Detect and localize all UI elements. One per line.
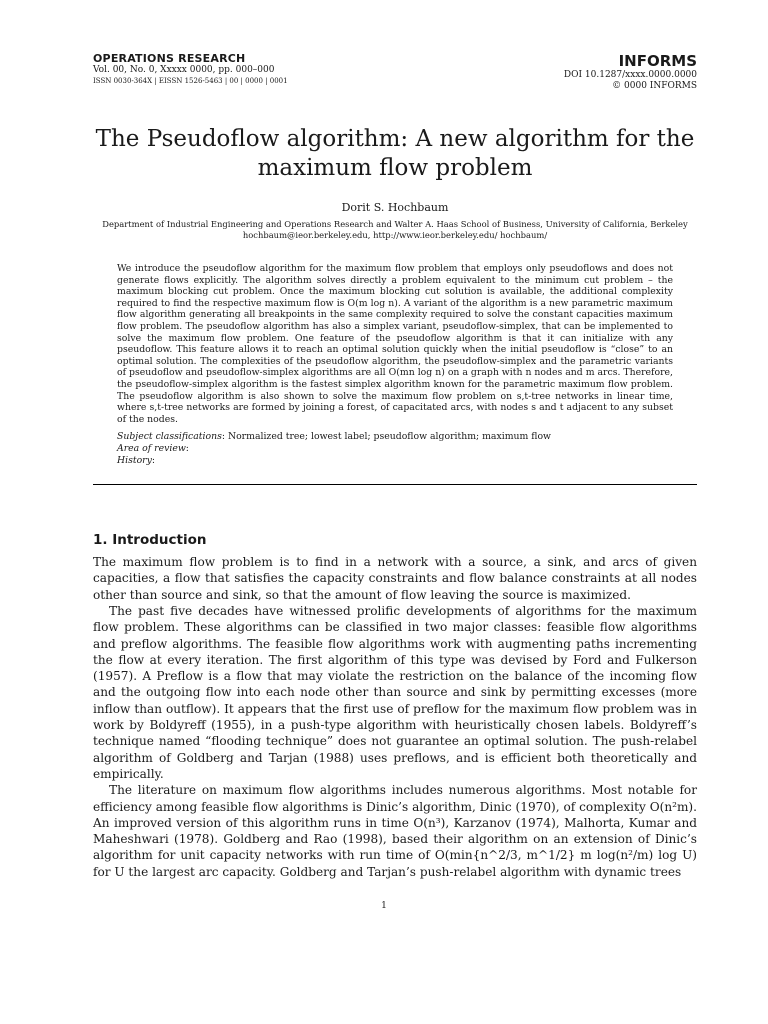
copyright-line: © 0000 INFORMS — [612, 81, 697, 91]
area-label: Area of review — [117, 442, 186, 454]
issn-line: ISSN 0030-364X | EISSN 1526-5463 | 00 | 0000 | 0001 — [93, 77, 288, 85]
page-number: 1 — [381, 901, 387, 911]
journal-header — [93, 52, 697, 102]
author-affiliation: Department of Industrial Engineering and Operations Research and Walter A. Haas School of Business, University of California, Berkeley hochbaum@ieor.berkeley.edu, http://www.ieor.berkeley.edu/ hochbaum/ — [102, 219, 688, 240]
history-label: History — [117, 454, 152, 466]
area-of-review: Area of review: — [117, 442, 189, 454]
journal-name: OPERATIONS RESEARCH — [93, 52, 246, 65]
abstract-divider — [93, 484, 697, 485]
subject-label: Subject classifications — [117, 431, 222, 443]
subject-classifications: Subject classifications: Normalized tree; lowest label; pseudoflow algorithm; maximum flow — [117, 431, 552, 443]
body-paragraph: The literature on maximum flow algorithms includes numerous algorithms. Most notable for efficiency among feasible flow algorithms is Dinic’s algorithm, Dinic (1970), of complexity O(n²m). An improved version of this algorithm runs in time O(n³), Karzanov (1974), Malhorta, Kumar and Maheshwari (1978). Goldberg and Rao (1998), based their algorithm on an extension of Dinic’s algorithm for unit capacity networks with run time of O(min{n^2/3, m^1/2} m log(n²/m) log U) for U the largest arc capacity. Goldberg and Tarjan’s push-relabel algorithm with dynamic trees — [93, 783, 697, 879]
classification-block — [117, 431, 673, 466]
abstract: We introduce the pseudoflow algorithm for the maximum flow problem that employs only pseudoflows and does not generate flows explicitly. The algorithm solves directly a problem equivalent to the minimum cut problem – the maximum blocking cut problem. Once the maximum blocking cut solution is available, the additional complexity required to find the respective maximum flow is O(m log n). A variant of the algorithm is a new parametric maximum flow algorithm generating all breakpoints in the same complexity required to solve the constant capacities maximum flow problem. The pseudoflow algorithm has also a simplex variant, pseudoflow-simplex, that can be implemented to solve the maximum flow problem. One feature of the pseudoflow algorithm is that it can initialize with any pseudoflow. This feature allows it to reach an optimal solution quickly when the initial pseudoflow is “close” to an optimal solution. The complexities of the pseudoflow algorithm, the pseudoflow-simplex and the parametric variants of pseudoflow and pseudoflow-simplex algorithms are all O(mn log n) on a graph with n nodes and m arcs. Therefore, the pseudoflow-simplex algorithm is the fastest simplex algorithm known for the parametric maximum flow problem. The pseudoflow algorithm is also shown to solve the maximum flow problem on s,t-tree networks in linear time, where s,t-tree networks are formed by joining a forest, of capacitated arcs, with nodes s and t adjacent to any subset of the nodes. — [117, 263, 673, 425]
publisher-brand: INFORMS — [618, 52, 697, 70]
doi-line: DOI 10.1287/xxxx.0000.0000 — [563, 70, 697, 80]
paper-title: The Pseudoflow algorithm: A new algorithm for the maximum flow problem — [95, 126, 695, 181]
section-heading: 1. Introduction — [93, 532, 207, 549]
history: History: — [117, 454, 156, 466]
body-paragraph: The maximum flow problem is to find in a network with a source, a sink, and arcs of given capacities, a flow that satisfies the capacity constraints and flow balance constraints at all nodes other than source and sink, so that the amount of flow leaving the source is maximized. — [93, 555, 697, 602]
volume-line: Vol. 00, No. 0, Xxxxx 0000, pp. 000–000 — [93, 65, 275, 75]
paper-page — [93, 52, 697, 880]
body-paragraph: The past five decades have witnessed prolific developments of algorithms for the maximum flow problem. These algorithms can be classified in two major classes: feasible flow algorithms and preflow algorithms. The feasible flow algorithms work with augmenting paths incrementing the flow at every iteration. The first algorithm of this type was devised by Ford and Fulkerson (1957). A Preflow is a flow that may violate the restriction on the balance of the incoming flow and the outgoing flow into each node other than source and sink by permitting excesses (more inflow than outflow). It appears that the first use of preflow for the maximum flow problem was in work by Boldyreff (1955), in a push-type algorithm with heuristically chosen labels. Boldyreff’s technique named “flooding technique” does not guarantee an optimal solution. The push-relabel algorithm of Goldberg and Tarjan (1988) uses preflows, and is efficient both theoretically and empirically. — [93, 603, 697, 781]
subject-value: Normalized tree; lowest label; pseudoflow algorithm; maximum flow — [227, 431, 552, 443]
author-name: Dorit S. Hochbaum — [341, 201, 449, 214]
